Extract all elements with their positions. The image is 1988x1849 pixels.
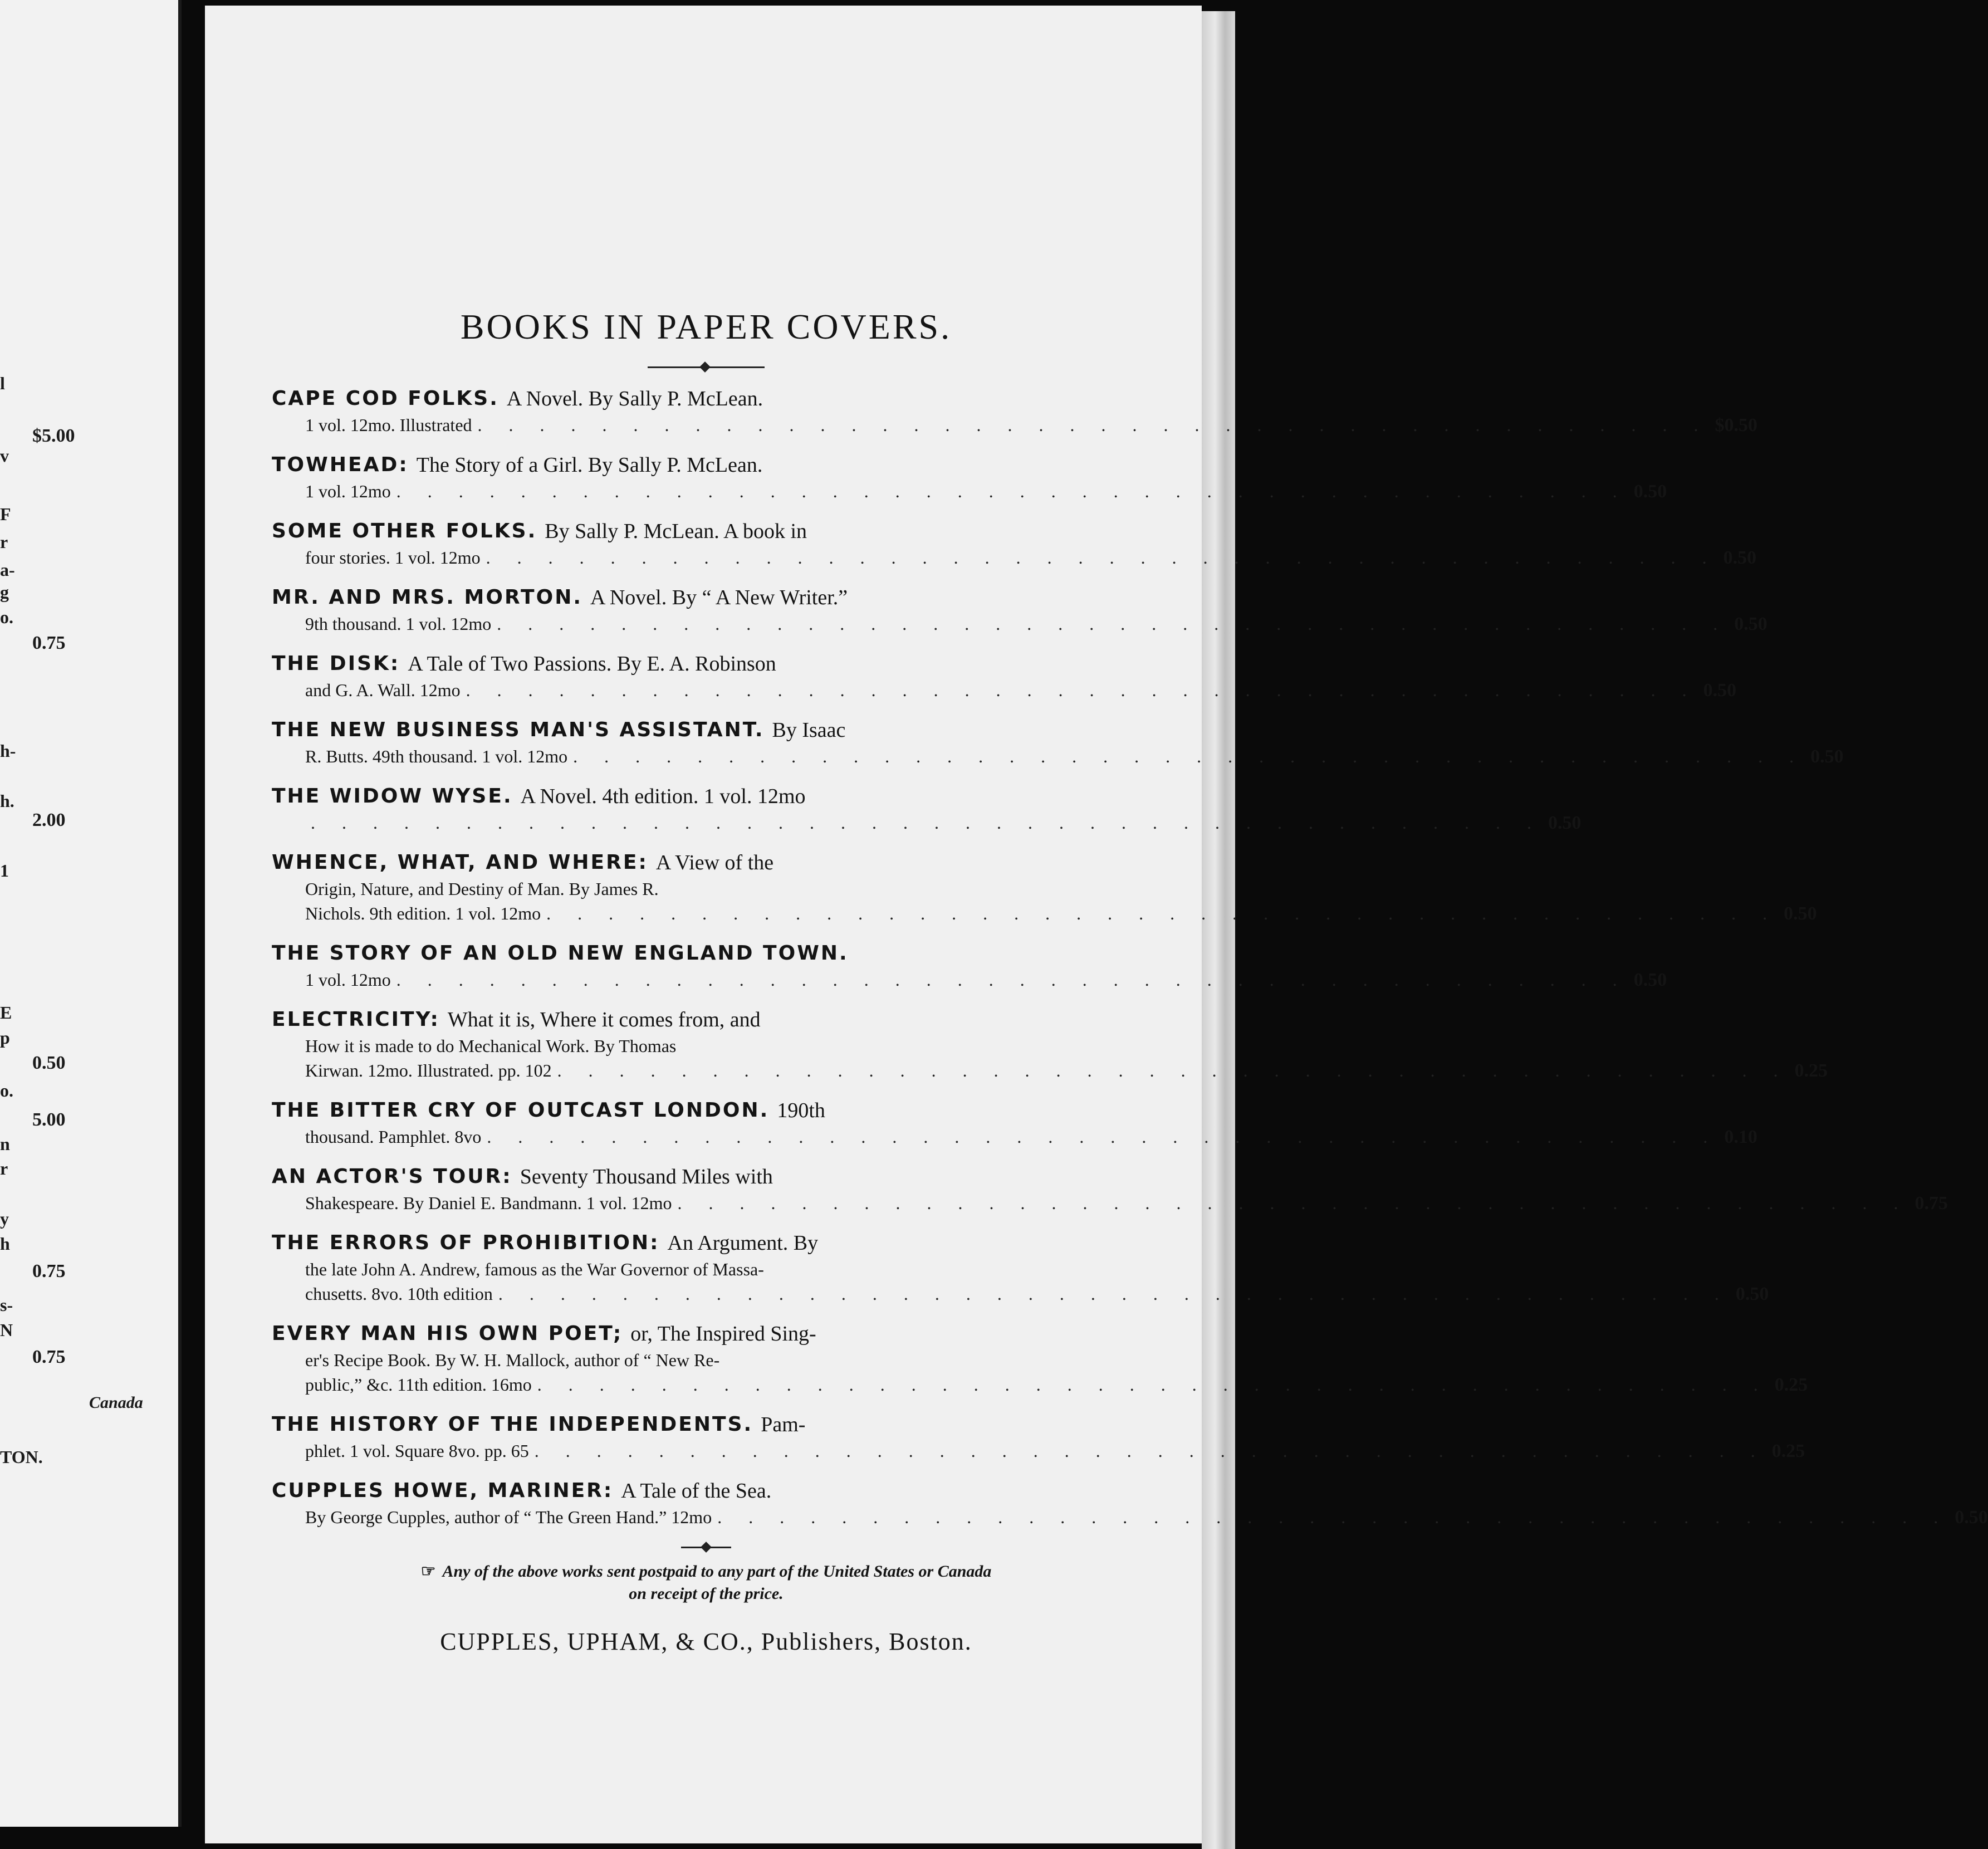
left-fragment: o.: [0, 607, 13, 627]
leader-dots: . . . . . . . . . . . . . . . . . . . . . . . . . . . . . . . . . . . . . . . .: [396, 481, 1628, 501]
book-subtitle: 190th: [777, 1099, 825, 1122]
left-page: [0, 0, 182, 1827]
book-detail: four stories. 1 vol. 12mo: [305, 547, 481, 568]
left-fragment: F: [0, 504, 11, 524]
book-title: THE DISK:: [272, 652, 400, 675]
book-detail: Kirwan. 12mo. Illustrated. pp. 102: [305, 1060, 552, 1080]
book-detail: and G. A. Wall. 12mo: [305, 680, 461, 700]
left-fragment: r: [0, 1158, 8, 1178]
book-title-line: [272, 1163, 1140, 1191]
leader-dots: . . . . . . . . . . . . . . . . . . . . . . . . . . . . . . . . . . . . . . . .: [498, 1284, 1730, 1304]
book-entry: [272, 849, 1817, 926]
left-price: 0.75: [32, 1261, 66, 1281]
book-entry: [272, 1006, 1828, 1083]
left-fragment: N: [0, 1320, 13, 1340]
book-price: 0.50: [1703, 680, 1737, 701]
left-price: 0.50: [32, 1053, 66, 1073]
left-fragment: h-: [0, 741, 16, 761]
left-fragment: E: [0, 1002, 12, 1023]
book-detail-line: [272, 1372, 1808, 1397]
book-title: AN ACTOR'S TOUR:: [272, 1165, 512, 1188]
leader-dots: . . . . . . . . . . . . . . . . . . . . . . . . . . . . . . . . . . . . . . . .: [573, 746, 1805, 766]
book-title: EVERY MAN HIS OWN POET;: [272, 1322, 623, 1345]
left-price: 0.75: [32, 1347, 66, 1367]
leader-dots: . . . . . . . . . . . . . . . . . . . . . . . . . . . . . . . . . . . . . . . .: [466, 680, 1698, 700]
book-title: THE ERRORS OF PROHIBITION:: [272, 1231, 660, 1254]
content: [272, 306, 1988, 1656]
book-entry: [272, 1411, 1805, 1464]
book-entry: [272, 716, 1844, 769]
book-title-line: [272, 1097, 1140, 1124]
book-title-line: [272, 1477, 1140, 1505]
right-page: [205, 6, 1988, 1843]
book-subtitle: A Novel. 4th edition. 1 vol. 12mo: [520, 785, 806, 808]
book-subtitle: The Story of a Girl. By Sally P. McLean.: [416, 453, 763, 477]
book-title: CUPPLES HOWE, MARINER:: [272, 1479, 614, 1502]
book-title-line: [272, 517, 1140, 545]
book-price: 0.25: [1794, 1060, 1828, 1081]
leader-dots: . . . . . . . . . . . . . . . . . . . . . . . . . . . . . . . . . . . . . . . .: [486, 547, 1718, 568]
book-title-line: [272, 782, 1140, 810]
book-title-line: [272, 1006, 1140, 1034]
book-title-line: [272, 940, 1140, 967]
book-detail-line: [272, 1058, 1828, 1083]
book-subtitle: By Isaac: [772, 718, 846, 742]
book-subtitle: What it is, Where it comes from, and: [447, 1008, 761, 1031]
book-entry: [272, 584, 1767, 637]
book-detail-line: [272, 810, 1581, 835]
leader-dots: . . . . . . . . . . . . . . . . . . . . . . . . . . . . . . . . . . . . . . . .: [477, 415, 1710, 435]
left-price: $5.00: [32, 425, 75, 446]
note-line-2: on receipt of the price.: [629, 1584, 784, 1603]
book-title-line: [272, 584, 1140, 612]
leader-dots: . . . . . . . . . . . . . . . . . . . . . . . . . . . . . . . . . . . . . . . .: [396, 970, 1628, 990]
book-subtitle: Seventy Thousand Miles with: [520, 1165, 773, 1188]
book-entry: [272, 940, 1667, 992]
book-detail-line: [272, 1439, 1805, 1464]
book-detail-line: [272, 901, 1817, 926]
book-detail: 1 vol. 12mo: [305, 970, 391, 990]
leader-dots: . . . . . . . . . . . . . . . . . . . . . . . . . . . . . . . . . . . . . . . .: [497, 614, 1729, 634]
leader-dots: . . . . . . . . . . . . . . . . . . . . . . . . . . . . . . . . . . . . . . . .: [311, 813, 1543, 833]
book-price: 0.50: [1633, 970, 1667, 990]
book-detail-line: [272, 1505, 1988, 1530]
book-price: 0.50: [1723, 547, 1757, 568]
leader-dots: . . . . . . . . . . . . . . . . . . . . . . . . . . . . . . . . . . . . . . . .: [557, 1060, 1789, 1080]
book-price: 0.50: [1784, 903, 1817, 924]
book-description-line: Origin, Nature, and Destiny of Man. By James R.: [305, 879, 659, 899]
book-title-line: [272, 1229, 1140, 1257]
book-detail-line: [272, 744, 1844, 769]
left-fragment: s-: [0, 1295, 13, 1315]
book-subtitle: By Sally P. McLean. A book in: [545, 520, 807, 543]
left-price: 2.00: [32, 810, 66, 830]
book-detail: 1 vol. 12mo. Illustrated: [305, 415, 472, 435]
book-title: CAPE COD FOLKS.: [272, 387, 499, 410]
book-entry: [272, 1477, 1988, 1530]
book-entry: [272, 650, 1737, 703]
pointing-hand-icon: ☞: [420, 1562, 436, 1581]
book-detail-line: [272, 1281, 1769, 1307]
book-title: TOWHEAD:: [272, 453, 409, 476]
book-price: 0.50: [1734, 614, 1767, 634]
left-fragment: l: [0, 373, 5, 393]
book-title: THE HISTORY OF THE INDEPENDENTS.: [272, 1413, 753, 1436]
book-detail: phlet. 1 vol. Square 8vo. pp. 65: [305, 1441, 529, 1461]
book-subtitle: An Argument. By: [667, 1231, 819, 1255]
book-entry: [272, 451, 1667, 504]
book-detail: Nichols. 9th edition. 1 vol. 12mo: [305, 903, 541, 923]
left-fragment: g: [0, 582, 9, 602]
left-fragment: n: [0, 1134, 10, 1154]
book-detail: By George Cupples, author of “ The Green Hand.” 12mo: [305, 1507, 712, 1527]
title-rule: [648, 366, 765, 368]
page-title: BOOKS IN PAPER COVERS.: [460, 307, 952, 346]
book-detail: thousand. Pamphlet. 8vo: [305, 1127, 482, 1147]
left-price: 0.75: [32, 633, 66, 653]
book-detail: 9th thousand. 1 vol. 12mo: [305, 614, 492, 634]
book-detail-line: [272, 678, 1737, 703]
book-price: 0.50: [1955, 1507, 1988, 1528]
book-price: 0.10: [1724, 1127, 1757, 1147]
book-entry: [272, 782, 1581, 835]
book-detail: chusetts. 8vo. 10th edition: [305, 1284, 493, 1304]
leader-dots: . . . . . . . . . . . . . . . . . . . . . . . . . . . . . . . . . . . . . . . .: [534, 1441, 1766, 1461]
left-note: Canada: [89, 1393, 143, 1412]
book-entry: [272, 1163, 1948, 1216]
book-description-line: the late John A. Andrew, famous as the War Governor of Massa-: [305, 1259, 764, 1279]
book-title-line: [272, 451, 1140, 479]
book-subtitle: A Tale of Two Passions. By E. A. Robinson: [408, 652, 776, 676]
book-price: 0.50: [1548, 813, 1581, 833]
book-detail-line: [272, 612, 1767, 637]
book-title-line: [272, 849, 1140, 877]
left-footer: TON.: [0, 1447, 43, 1467]
book-subtitle: or, The Inspired Sing-: [630, 1322, 816, 1346]
left-fragment: 1: [0, 860, 9, 881]
left-fragment: y: [0, 1209, 9, 1229]
book-title: THE BITTER CRY OF OUTCAST LONDON.: [272, 1099, 770, 1122]
book-title-line: [272, 1320, 1140, 1348]
book-subtitle: A Novel. By Sally P. McLean.: [506, 387, 763, 410]
left-price: 5.00: [32, 1109, 66, 1130]
book-entry: [272, 1320, 1808, 1397]
book-title: THE STORY OF AN OLD NEW ENGLAND TOWN.: [272, 942, 849, 965]
book-title-line: [272, 1411, 1140, 1439]
book-detail: Shakespeare. By Daniel E. Bandmann. 1 vol. 12mo: [305, 1193, 672, 1213]
leader-dots: . . . . . . . . . . . . . . . . . . . . . . . . . . . . . . . . . . . . . . . .: [677, 1193, 1909, 1213]
book-detail-line: [272, 413, 1758, 438]
note-line-1: Any of the above works sent postpaid to any part of the United States or Canada: [442, 1562, 992, 1581]
book-price: $0.50: [1715, 415, 1758, 436]
book-price: 0.50: [1810, 746, 1844, 767]
book-entry: [272, 1229, 1769, 1307]
postage-note: [272, 1561, 1140, 1605]
book-entry: [272, 517, 1757, 570]
left-fragment: v: [0, 446, 9, 466]
book-title: WHENCE, WHAT, AND WHERE:: [272, 851, 648, 874]
book-title: MR. AND MRS. MORTON.: [272, 586, 583, 609]
left-fragment: h.: [0, 791, 14, 811]
book-detail: R. Butts. 49th thousand. 1 vol. 12mo: [305, 746, 568, 766]
left-fragment: a-: [0, 560, 15, 580]
book-title-line: [272, 650, 1140, 678]
book-detail-line: [272, 1191, 1948, 1216]
book-detail: public,” &c. 11th edition. 16mo: [305, 1374, 532, 1395]
book-title-line: [272, 716, 1140, 744]
book-title: THE NEW BUSINESS MAN'S ASSISTANT.: [272, 718, 765, 741]
left-fragment: r: [0, 532, 8, 552]
book-entry: [272, 1097, 1757, 1149]
footer-rule: [681, 1547, 731, 1548]
leader-dots: . . . . . . . . . . . . . . . . . . . . . . . . . . . . . . . . . . . . . . . .: [717, 1507, 1950, 1527]
left-fragment: o.: [0, 1080, 13, 1100]
book-detail: 1 vol. 12mo: [305, 481, 391, 501]
book-title: SOME OTHER FOLKS.: [272, 520, 537, 542]
book-description-line: How it is made to do Mechanical Work. By Thomas: [305, 1036, 677, 1056]
book-price: 0.50: [1735, 1284, 1769, 1304]
book-title: ELECTRICITY:: [272, 1008, 440, 1031]
book-subtitle: Pam-: [761, 1413, 806, 1436]
leader-dots: . . . . . . . . . . . . . . . . . . . . . . . . . . . . . . . . . . . . . . . .: [537, 1374, 1769, 1395]
book-detail-line: [272, 545, 1757, 570]
page-edge: [1202, 11, 1235, 1849]
book-price: 0.25: [1771, 1441, 1805, 1461]
book-entry: [272, 385, 1758, 438]
book-detail-line: [272, 479, 1667, 504]
book-price: 0.75: [1914, 1193, 1948, 1214]
book-price: 0.25: [1774, 1374, 1808, 1395]
publisher: CUPPLES, UPHAM, & CO., Publishers, Boston.: [440, 1628, 972, 1655]
book-description-line: er's Recipe Book. By W. H. Mallock, author of “ New Re-: [305, 1350, 720, 1370]
book-title: THE WIDOW WYSE.: [272, 785, 513, 808]
left-fragment: h: [0, 1234, 10, 1254]
book-list: [272, 385, 1988, 1530]
book-detail-line: [272, 967, 1667, 992]
left-fragment: p: [0, 1028, 10, 1048]
book-subtitle: A View of the: [655, 851, 774, 874]
book-title-line: [272, 385, 1140, 413]
book-subtitle: A Tale of the Sea.: [621, 1479, 772, 1503]
leader-dots: . . . . . . . . . . . . . . . . . . . . . . . . . . . . . . . . . . . . . . . .: [546, 903, 1779, 923]
book-subtitle: A Novel. By “ A New Writer.”: [590, 586, 848, 609]
book-detail-line: [272, 1124, 1757, 1149]
leader-dots: . . . . . . . . . . . . . . . . . . . . . . . . . . . . . . . . . . . . . . . .: [487, 1127, 1719, 1147]
book-price: 0.50: [1633, 481, 1667, 502]
